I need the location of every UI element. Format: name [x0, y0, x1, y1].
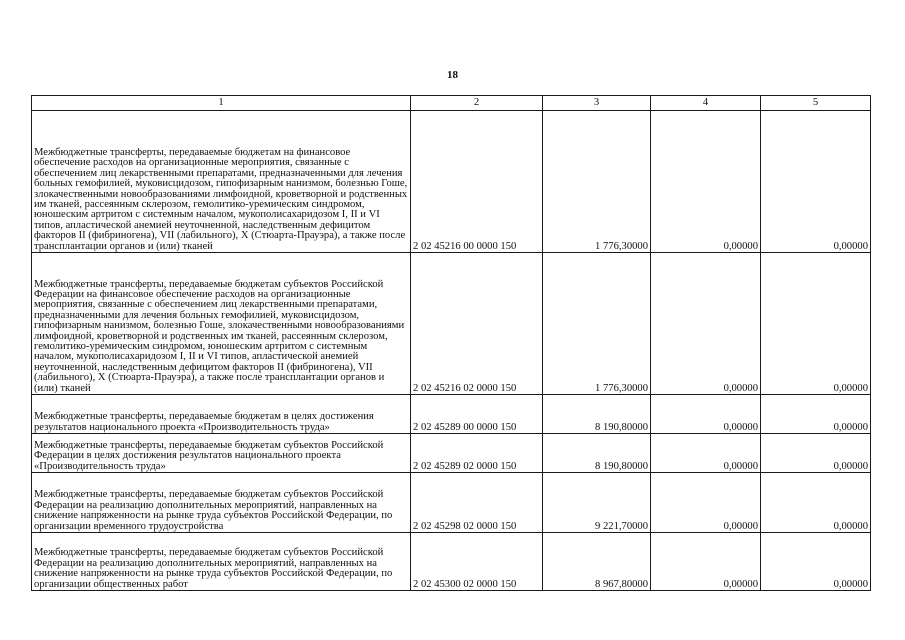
- column-header-1: 1: [32, 96, 411, 111]
- row-budget-code: 2 02 45289 02 0000 150: [411, 434, 543, 473]
- row-amount-col5: 0,00000: [761, 395, 871, 434]
- row-amount-col3: 8 967,80000: [543, 533, 651, 591]
- row-amount-col4: 0,00000: [651, 253, 761, 395]
- row-budget-code: 2 02 45300 02 0000 150: [411, 533, 543, 591]
- row-amount-col3: 9 221,70000: [543, 473, 651, 533]
- row-amount-col3: 8 190,80000: [543, 434, 651, 473]
- column-header-2: 2: [411, 96, 543, 111]
- row-amount-col5: 0,00000: [761, 253, 871, 395]
- column-header-4: 4: [651, 96, 761, 111]
- column-header-5: 5: [761, 96, 871, 111]
- row-budget-code: 2 02 45216 00 0000 150: [411, 111, 543, 253]
- row-budget-code: 2 02 45216 02 0000 150: [411, 253, 543, 395]
- column-header-3: 3: [543, 96, 651, 111]
- row-amount-col3: 1 776,30000: [543, 253, 651, 395]
- row-amount-col3: 1 776,30000: [543, 111, 651, 253]
- row-amount-col4: 0,00000: [651, 395, 761, 434]
- row-description: Межбюджетные трансферты, передаваемые бюджетам на финансовое обеспечение расходов на организационные мероприятия, связанные с обеспечением лиц лекарственными препаратами, предназначенными для лечения больных гемофилией, муковисцидозом, гипофизарным нанизмом, болезнью Гоше, злокачественными новообразованиями лимфоидной, кроветворной и родственных им тканей, рассеянным склерозом, гемолитико-уремическим синдромом, юношеским артритом с системным началом, мукополисахаридозом I, II и VI типов, апластической анемией неуточненной, наследственным дефицитом факторов II (фибриногена), VII (лабильного), X (Стюарта-Прауэра), а также после трансплантации органов и (или) тканей: [32, 111, 411, 253]
- budget-table: [31, 95, 871, 591]
- row-description: Межбюджетные трансферты, передаваемые бюджетам субъектов Российской Федерации на реализацию дополнительных мероприятий, направленных на снижение напряженности на рынке труда субъектов Российской Федерации, по организации временного трудоустройства: [32, 473, 411, 533]
- table-row: [32, 111, 871, 253]
- row-description: Межбюджетные трансферты, передаваемые бюджетам субъектов Российской Федерации на реализацию дополнительных мероприятий, направленных на снижение напряженности на рынке труда субъектов Российской Федерации, по организации общественных работ: [32, 533, 411, 591]
- row-amount-col5: 0,00000: [761, 533, 871, 591]
- table-row: [32, 253, 871, 395]
- row-description: Межбюджетные трансферты, передаваемые бюджетам в целях достижения результатов национального проекта «Производительность труда»: [32, 395, 411, 434]
- row-description: Межбюджетные трансферты, передаваемые бюджетам субъектов Российской Федерации на финансовое обеспечение расходов на организационные мероприятия, связанные с обеспечением лиц лекарственными препаратами, предназначенными для лечения больных гемофилией, муковисцидозом, гипофизарным нанизмом, болезнью Гоше, злокачественными новообразованиями лимфоидной, кроветворной и родственных им тканей, рассеянным склерозом, гемолитико-уремическим синдромом, юношеским артритом с системным началом, мукополисахаридозом I, II и VI типов, апластической анемией неуточненной, наследственным дефицитом факторов II (фибриногена), VII (лабильного), X (Стюарта-Прауэра), а также после трансплантации органов и (или) тканей: [32, 253, 411, 395]
- row-budget-code: 2 02 45289 00 0000 150: [411, 395, 543, 434]
- row-amount-col3: 8 190,80000: [543, 395, 651, 434]
- page-number: 18: [447, 69, 458, 81]
- row-amount-col5: 0,00000: [761, 111, 871, 253]
- table-row: [32, 473, 871, 533]
- row-amount-col5: 0,00000: [761, 473, 871, 533]
- table-row: [32, 434, 871, 473]
- table-header-row: [32, 96, 871, 111]
- row-amount-col4: 0,00000: [651, 533, 761, 591]
- row-amount-col4: 0,00000: [651, 434, 761, 473]
- row-amount-col4: 0,00000: [651, 473, 761, 533]
- table-row: [32, 395, 871, 434]
- row-description: Межбюджетные трансферты, передаваемые бюджетам субъектов Российской Федерации в целях достижения результатов национального проекта «Производительность труда»: [32, 434, 411, 473]
- table-row: [32, 533, 871, 591]
- row-budget-code: 2 02 45298 02 0000 150: [411, 473, 543, 533]
- row-amount-col5: 0,00000: [761, 434, 871, 473]
- row-amount-col4: 0,00000: [651, 111, 761, 253]
